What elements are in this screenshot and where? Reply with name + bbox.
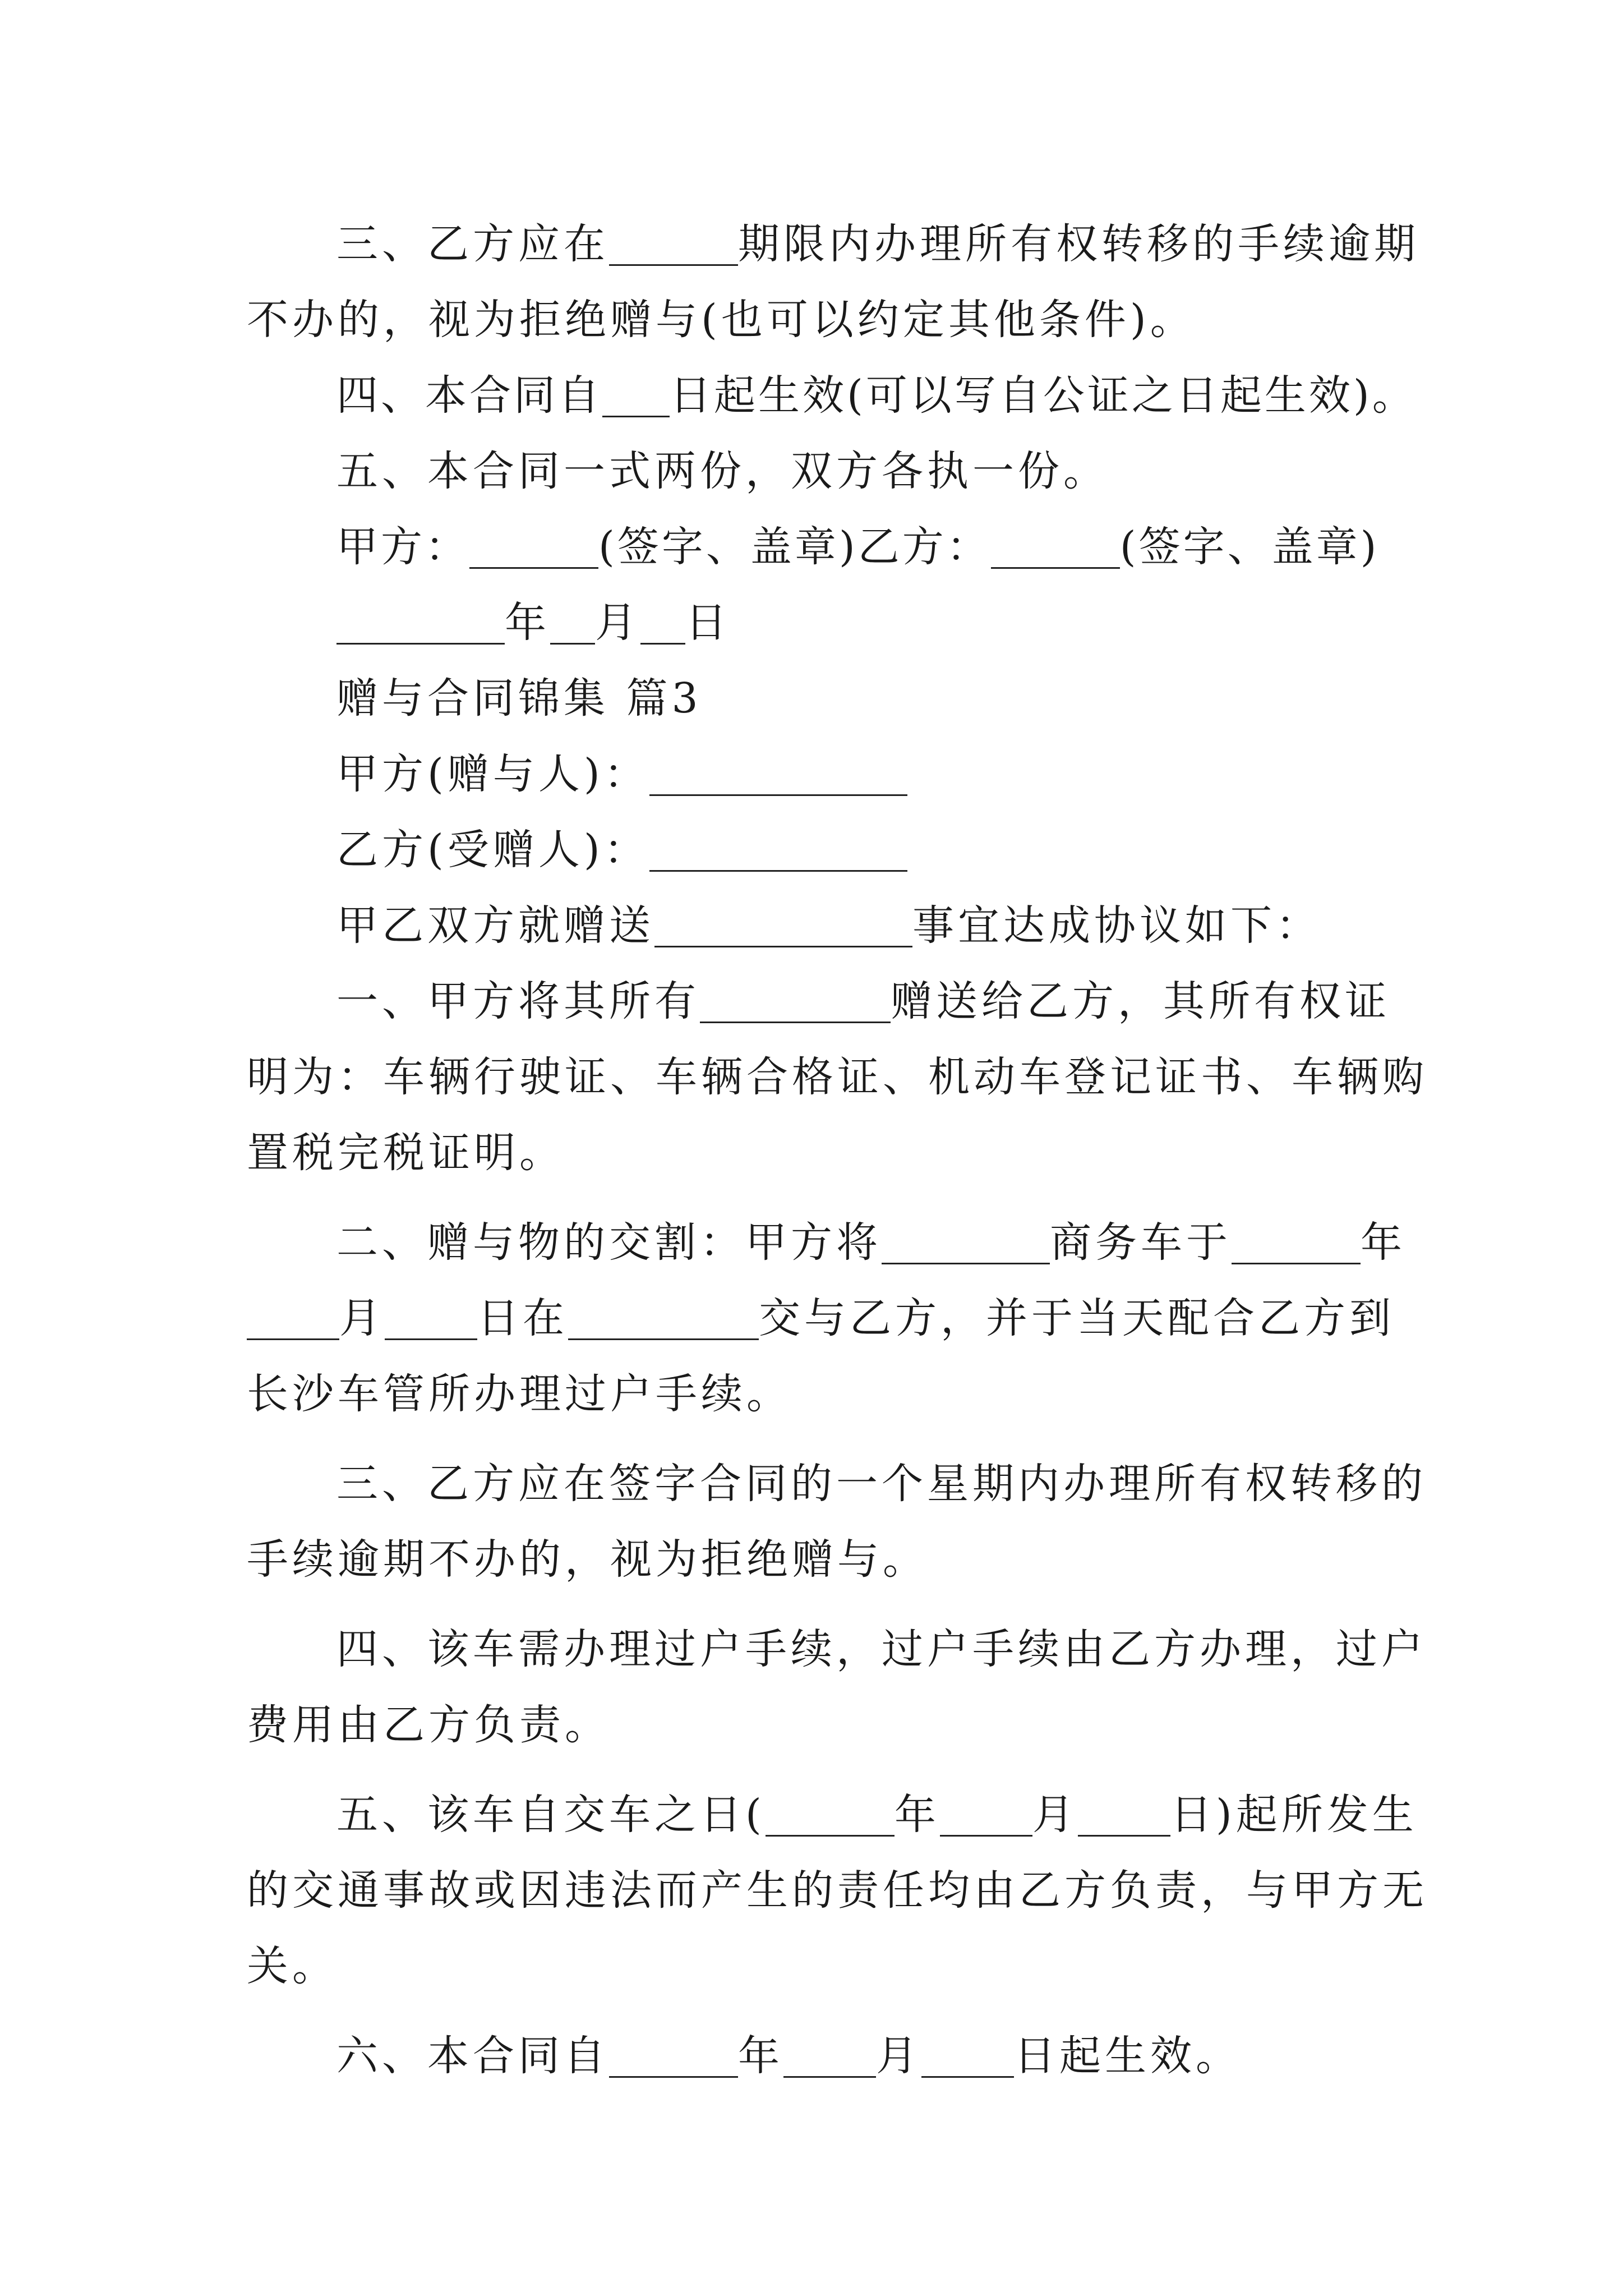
text-segment: 月	[1032, 1791, 1078, 1839]
text-segment: 不办的，视为拒绝赠与(也可以约定其他条件)。	[247, 296, 1196, 344]
text-segment: (签字、盖章)	[1119, 523, 1380, 571]
month-blank[interactable]	[940, 1793, 1032, 1837]
text-segment: 四、该车需办理过户手续，过户手续由乙方办理，过户	[336, 1625, 1427, 1673]
item-1-line-3	[247, 1122, 1623, 1184]
party-a-line	[336, 743, 1623, 805]
text-segment: 日	[685, 599, 731, 647]
text-segment: 四、本合同自	[336, 371, 602, 420]
text-segment: 二、赠与物的交割：甲方将	[336, 1218, 882, 1267]
item-6	[336, 2025, 1623, 2087]
text-segment: 年	[505, 599, 550, 647]
fill-blank[interactable]	[609, 223, 738, 266]
year-blank[interactable]	[609, 2035, 738, 2078]
text-segment: 交与乙方，并于当天配合乙方到	[759, 1294, 1395, 1342]
item-2-line-3	[247, 1363, 1623, 1425]
donee-blank[interactable]	[649, 829, 907, 872]
clause-3-line-1	[336, 213, 1623, 275]
text-segment: 置税完税证明。	[247, 1129, 565, 1177]
date-line	[336, 592, 1623, 654]
item-1-line-1	[336, 970, 1623, 1032]
item-1-line-2	[247, 1046, 1623, 1108]
party-a-signature-blank[interactable]	[469, 526, 598, 569]
item-2-line-1	[336, 1212, 1623, 1273]
clause-3-line-2	[247, 289, 1623, 351]
section-title: 赠与合同锦集 篇3	[336, 674, 702, 723]
text-segment: 手续逾期不办的，视为拒绝赠与。	[247, 1535, 928, 1584]
month-blank[interactable]	[783, 2035, 876, 2078]
item-2-line-2	[247, 1287, 1623, 1349]
text-segment: 甲方(赠与人)：	[336, 750, 649, 798]
item-3-line-1	[336, 1453, 1623, 1515]
vehicle-blank[interactable]	[882, 1221, 1050, 1264]
text-segment: 五、本合同一式两份，双方各执一份。	[336, 447, 1109, 495]
location-blank[interactable]	[568, 1297, 759, 1340]
text-segment: 的交通事故或因违法而产生的责任均由乙方负责，与甲方无	[247, 1866, 1428, 1915]
item-5-line-1	[336, 1784, 1623, 1846]
property-blank[interactable]	[700, 980, 891, 1023]
text-segment: 三、乙方应在签字合同的一个星期内办理所有权转移的	[336, 1460, 1427, 1508]
text-segment: 乙方(受赠人)：	[336, 826, 649, 874]
fill-blank[interactable]	[602, 374, 670, 417]
item-5-line-3	[247, 1935, 1623, 1997]
donor-blank[interactable]	[649, 753, 907, 796]
text-segment: 六、本合同自	[336, 2032, 609, 2080]
text-segment: (签字、盖章)乙方：	[598, 523, 991, 571]
item-5-line-2	[247, 1860, 1623, 1921]
text-segment: 日起生效。	[1014, 2032, 1241, 2080]
item-3-line-2	[247, 1529, 1623, 1590]
party-b-signature-blank[interactable]	[991, 526, 1120, 569]
text-segment: 日起生效(可以写自公证之日起生效)。	[670, 371, 1417, 420]
text-segment: 费用由乙方负责。	[247, 1701, 610, 1749]
text-segment: 年	[894, 1791, 940, 1839]
text-segment: 五、该车自交车之日(	[336, 1791, 766, 1839]
item-4-line-1	[336, 1618, 1623, 1680]
text-segment: 期限内办理所有权转移的手续逾期	[738, 220, 1419, 268]
day-blank[interactable]	[640, 601, 685, 645]
text-segment: 日)起所发生	[1170, 1791, 1418, 1839]
gift-item-blank[interactable]	[654, 904, 912, 947]
agreement-intro	[336, 895, 1623, 956]
month-blank[interactable]	[247, 1297, 339, 1340]
item-4-line-2	[247, 1694, 1623, 1756]
day-blank[interactable]	[921, 2035, 1014, 2078]
text-segment: 关。	[247, 1942, 338, 1990]
clause-4	[336, 365, 1623, 426]
text-segment: 甲乙双方就赠送	[336, 901, 654, 950]
text-segment: 日在	[477, 1294, 568, 1342]
day-blank[interactable]	[385, 1297, 477, 1340]
text-segment: 月	[339, 1294, 385, 1342]
clause-5	[336, 440, 1623, 502]
text-segment: 月	[595, 599, 640, 647]
text-segment: 年	[738, 2032, 783, 2080]
text-segment: 月	[876, 2032, 921, 2080]
year-blank[interactable]	[336, 601, 505, 645]
text-segment: 事宜达成协议如下：	[912, 901, 1321, 950]
text-segment: 商务车于	[1050, 1218, 1232, 1267]
section-heading	[336, 668, 1623, 729]
text-segment: 年	[1361, 1218, 1406, 1267]
day-blank[interactable]	[1078, 1793, 1170, 1837]
text-segment: 长沙车管所办理过户手续。	[247, 1370, 792, 1418]
text-segment: 一、甲方将其所有	[336, 977, 700, 1025]
party-b-line	[336, 819, 1623, 881]
text-segment: 赠送给乙方，其所有权证	[891, 977, 1390, 1025]
signature-line	[336, 516, 1623, 578]
year-blank[interactable]	[1232, 1221, 1361, 1264]
text-segment: 甲方：	[336, 523, 469, 571]
year-blank[interactable]	[766, 1793, 895, 1837]
month-blank[interactable]	[550, 601, 595, 645]
text-segment: 三、乙方应在	[336, 220, 609, 268]
text-segment: 明为：车辆行驶证、车辆合格证、机动车登记证书、车辆购	[247, 1053, 1428, 1101]
